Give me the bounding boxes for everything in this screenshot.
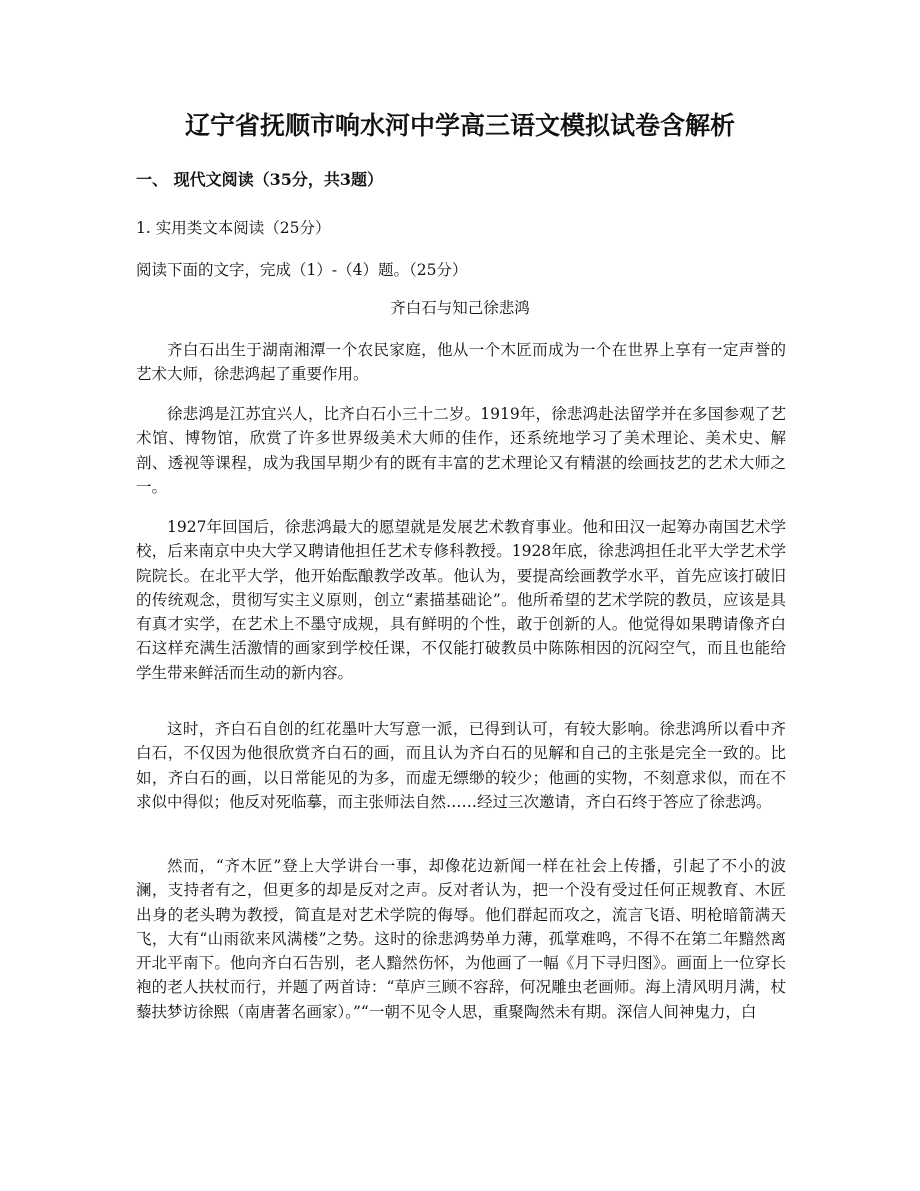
article-title: 齐白石与知己徐悲鸿 — [390, 299, 530, 317]
paragraph: 齐白石出生于湖南湘潭一个农民家庭，他从一个木匠而成为一个在世界上享有一定声誉的艺术大师，徐悲鸿起了重要作用。 — [136, 341, 786, 384]
paragraph: 然而，“齐木匠”登上大学讲台一事，却像花边新闻一样在社会上传播，引起了不小的波澜，支持者有之，但更多的却是反对之声。反对者认为，把一个没有受过任何正规教育、木匠出身的老头聘为教授，简直是对艺术学院的侮辱。他们群起而攻之，流言飞语、明枪暗箭满天飞，大有“山雨欲来风满楼”之势。这时的徐悲鸿势单力薄，孤掌难鸣，不得不在第二年黯然离开北平南下。他向齐白石告别，老人黯然伤怀，为他画了一幅《月下寻归图》。画面上一位穿长袍的老人扶杖而行，并题了两首诗：“草庐三顾不容辞，何况雕虫老画师。海上清风明月满，杖藜扶梦访徐熙（南唐著名画家）。”“一朝不见令人思，重聚陶然未有期。深信人间神鬼力，白 — [136, 857, 786, 1021]
question-label: 1. 实用类文本阅读（25分） — [136, 219, 331, 237]
instruction-text: 阅读下面的文字，完成（1）-（4）题。（25分） — [136, 261, 468, 279]
document-title: 辽宁省抚顺市响水河中学高三语文模拟试卷含解析 — [184, 111, 735, 140]
paragraph: 徐悲鸿是江苏宜兴人，比齐白石小三十二岁。1919年，徐悲鸿赴法留学并在多国参观了艺术馆、博物馆，欣赏了许多世界级美术大师的佳作，还系统地学习了美术理论、美术史、解剖、透视等课程，成为我国早期少有的既有丰富的艺术理论又有精湛的绘画技艺的艺术大师之一。 — [136, 405, 786, 496]
section-heading: 一、 现代文阅读（35分，共3题） — [136, 170, 383, 189]
paragraph: 1927年回国后，徐悲鸿最大的愿望就是发展艺术教育事业。他和田汉一起筹办南国艺术学校，后来南京中央大学又聘请他担任艺术专修科教授。1928年底，徐悲鸿担任北平大学艺术学院院长。在北平大学，他开始酝酿教学改革。他认为，要提高绘画教学水平，首先应该打破旧的传统观念，贯彻写实主义原则，创立“素描基础论”。他所希望的艺术学院的教员，应该是具有真才实学，在艺术上不墨守成规，具有鲜明的个性，敢于创新的人。他觉得如果聘请像齐白石这样充满生活激情的画家到学校任课，不仅能打破教员中陈陈相因的沉闷空气，而且也能给学生带来鲜活而生动的新内容。 — [136, 518, 786, 682]
paragraph: 这时，齐白石自创的红花墨叶大写意一派，已得到认可，有较大影响。徐悲鸿所以看中齐白石，不仅因为他很欣赏齐白石的画，而且认为齐白石的见解和自己的主张是完全一致的。比如，齐白石的画，以日常能见的为多，而虚无缥缈的较少；他画的实物，不刻意求似，而在不求似中得似；他反对死临摹，而主张师法自然……经过三次邀请，齐白石终于答应了徐悲鸿。 — [136, 720, 786, 811]
